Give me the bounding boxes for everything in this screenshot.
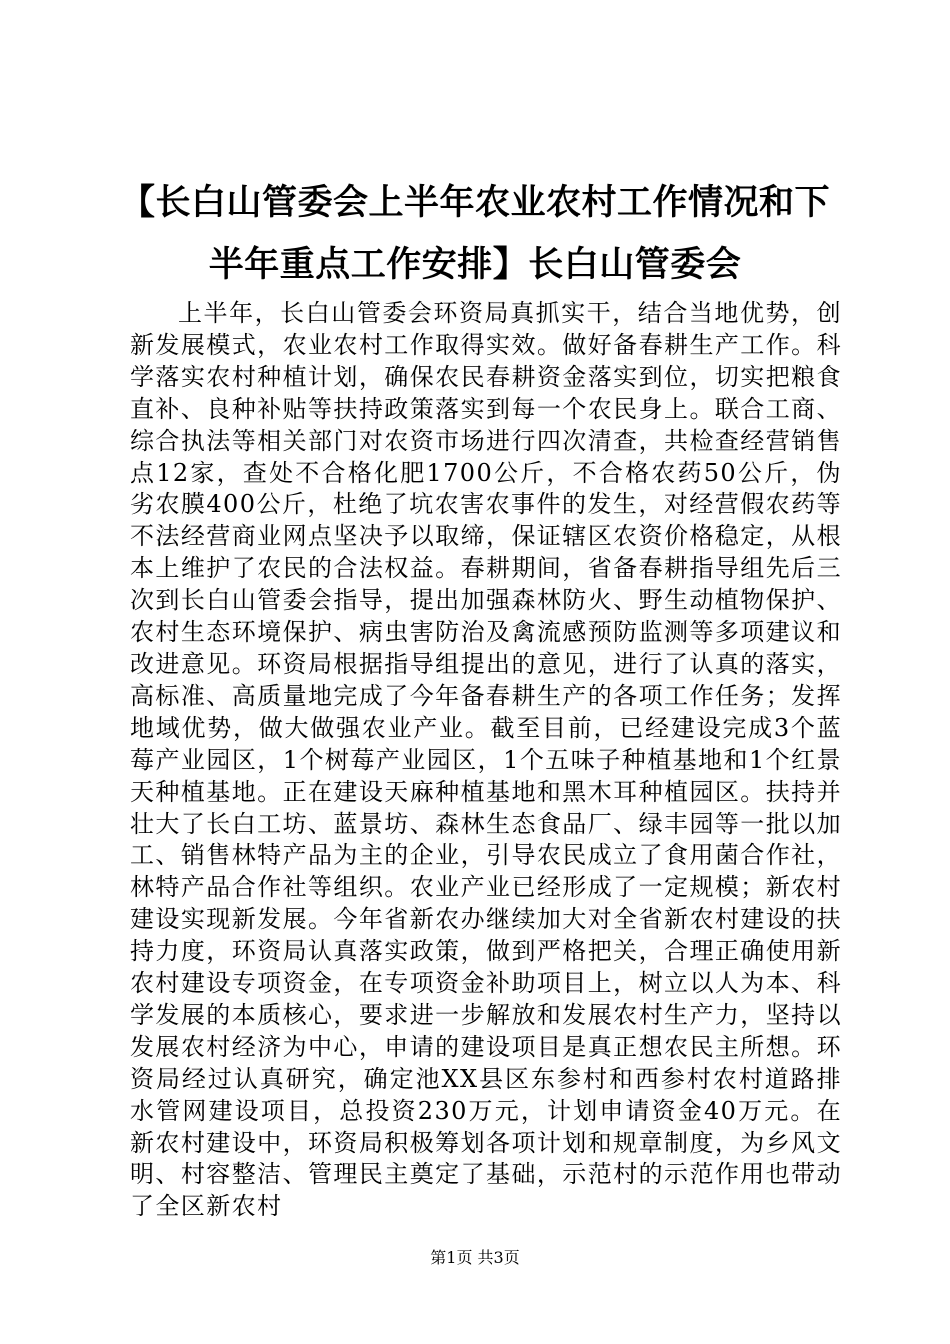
page-number-footer: 第1页 共3页 [430,1248,520,1267]
body-paragraph: 上半年，长白山管委会环资局真抓实干，结合当地优势，创新发展模式，农业农村工作取得实效。做好备春耕生产工作。科学落实农村种植计划，确保农民春耕资金落实到位，切实把粮食直补、良种补贴等扶持政策落实到每一个农民身上。联合工商、综合执法等相关部门对农资市场进行四次清查，共检查经营销售点12家，查处不合格化肥1700公斤，不合格农药50公斤，伪劣农膜400公斤，杜绝了坑农害农事件的发生，对经营假农药等不法经营商业网点坚决予以取缔，保证辖区农资价格稳定，从根本上维护了农民的合法权益。春耕期间，省备春耕指导组先后三次到长白山管委会指导，提出加强森林防火、野生动植物保护、农村生态环境保护、病虫害防治及禽流感预防监测等多项建议和改进意见。环资局根据指导组提出的意见，进行了认真的落实，高标准、高质量地完成了今年备春耕生产的各项工作任务；发挥地域优势，做大做强农业产业。截至目前，已经建设完成3个蓝莓产业园区，1个树莓产业园区，1个五味子种植基地和1个红景天种植基地。正在建设天麻种植基地和黑木耳种植园区。扶持并壮大了长白工坊、蓝景坊、森林生态食品厂、绿丰园等一批以加工、销售林特产品为主的企业，引导农民成立了食用菌合作社，林特产品合作社等组织。农业产业已经形成了一定规模；新农村建设实现新发展。今年省新农办继续加大对全省新农村建设的扶持力度，环资局认真落实政策，做到严格把关，合理正确使用新农村建设专项资金，在专项资金补助项目上，树立以人为本、科学发展的本质核心，要求进一步解放和发展农村生产力，坚持以发展农村经济为中心，申请的建设项目是真正想农民主所想。环资局经过认真研究，确定池XX县区东参村和西参村农村道路排水管网建设项目，总投资230万元，计划申请资金40万元。在新农村建设中，环资局积极筹划各项计划和规章制度，为乡风文明、村容整洁、管理民主奠定了基础，示范村的示范作用也带动了全区新农村 [130,299,842,1221]
document-title: 【长白山管委会上半年农业农村工作情况和下半年重点工作安排】长白山管委会 [119,182,830,285]
